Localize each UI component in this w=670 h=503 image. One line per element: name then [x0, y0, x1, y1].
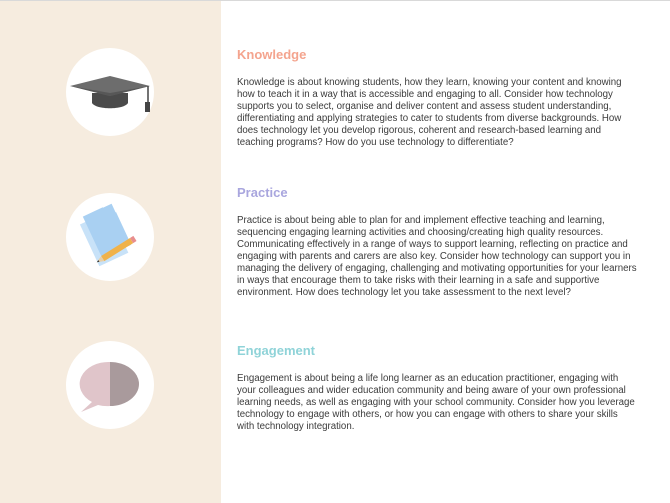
section-knowledge [237, 47, 637, 149]
sidebar [0, 1, 221, 503]
knowledge-icon-circle [66, 48, 154, 136]
section-title: Practice [237, 185, 288, 200]
section-engagement [237, 343, 637, 433]
section-body: Knowledge is about knowing students, how they learn, knowing your content and knowing how to teach it in a way that is accessible and engaging to all. Consider how technology supports you to select, organise and deliver content and assess student understanding, differentiating and applying strategies to cater to students from diverse backgrounds. How does technology let you develop rigorous, coherent and research-based learning and teaching programs? How do you use technology to differentiate? [237, 77, 622, 148]
section-body: Engagement is about being a life long learner as an education practitioner, engaging with your colleagues and wider education community and being aware of your own professional learning needs, as well as engaging with your school community. Consider how you leverage technology to engage with others, or how you can engage with others to share your skills with technology integration. [237, 373, 635, 432]
engagement-icon-circle [66, 341, 154, 429]
section-title: Engagement [237, 343, 316, 358]
graduation-cap-icon [66, 48, 154, 136]
practice-icon-circle [66, 193, 154, 281]
speech-bubble-icon [66, 341, 154, 429]
paper-and-pencil-icon [66, 193, 154, 281]
section-title: Knowledge [237, 47, 307, 62]
section-practice [237, 185, 637, 299]
section-body: Practice is about being able to plan for and implement effective teaching and learning, sequencing engaging learning activities and choosing/creating high quality resources. Communicating effectively in a range of ways to support learning, reflecting on practice and engaging with parents and carers are also key. Consider how technology can support you in managing the delivery of engaging, challenging and motivating opportunities for your learners in ways that encourage them to take risks with their learning in a safe and supportive environment. How does technology let you take assessment to the next level? [237, 215, 637, 298]
